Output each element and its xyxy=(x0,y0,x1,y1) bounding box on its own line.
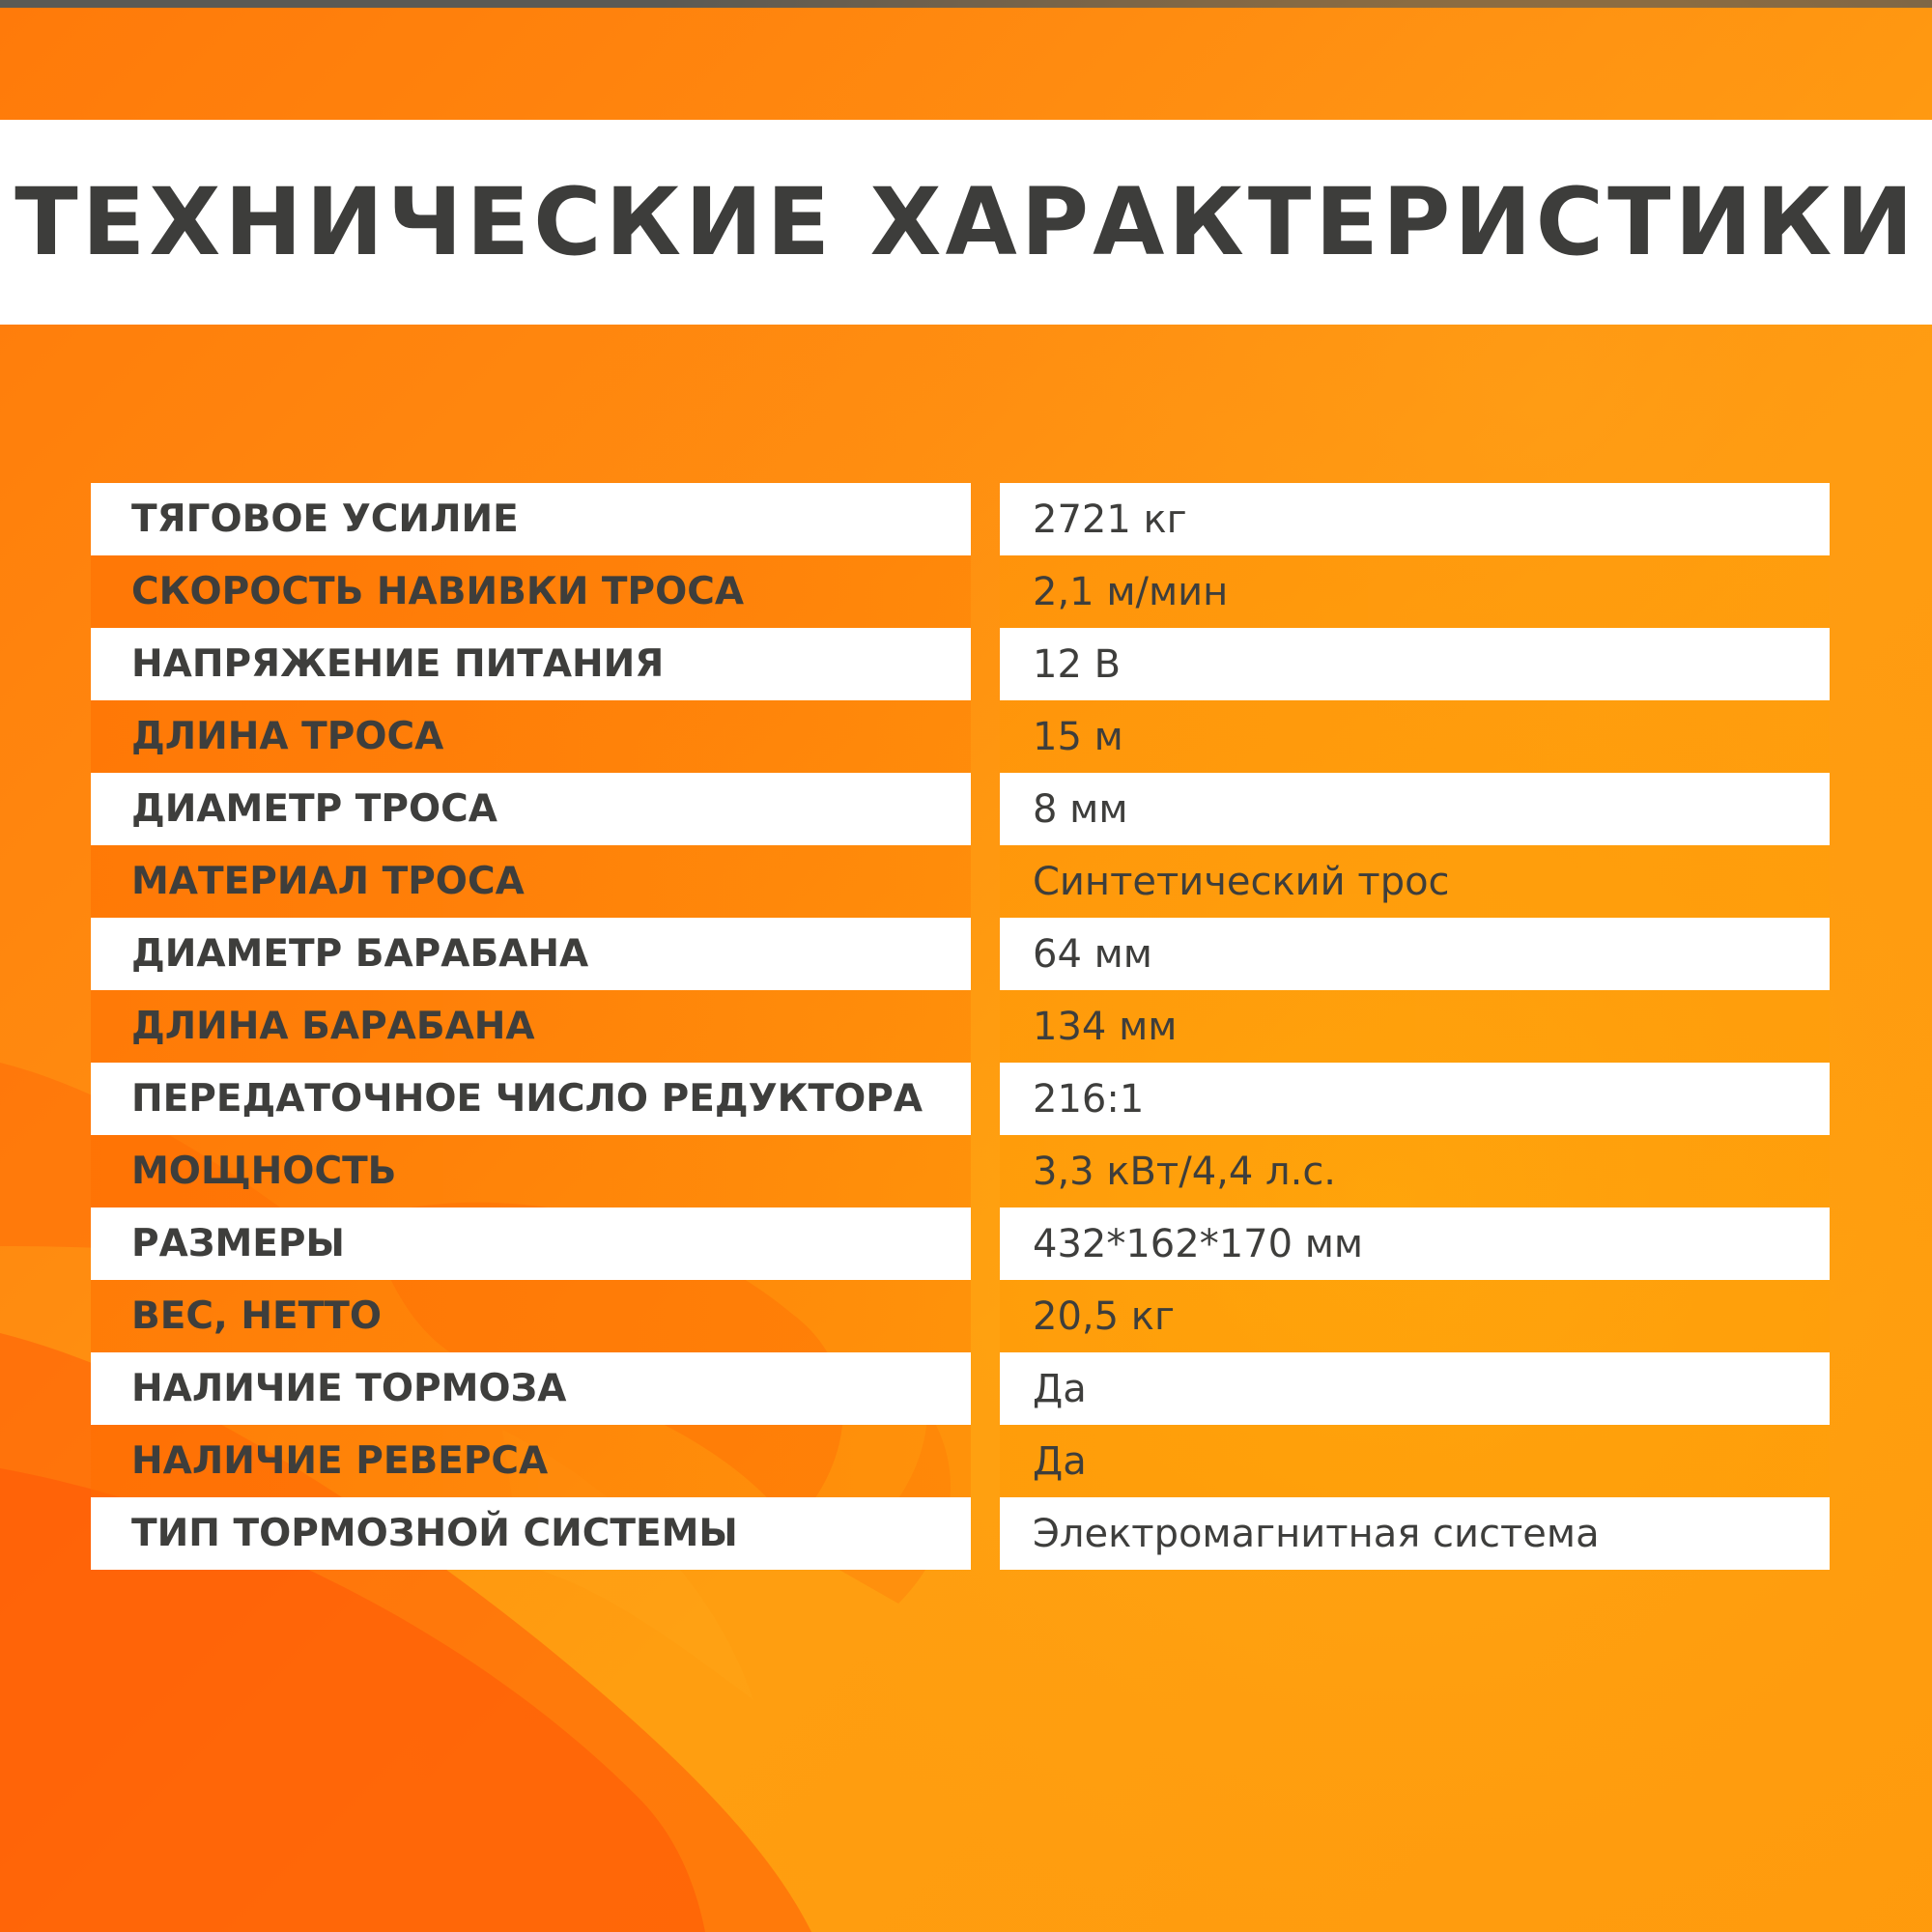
spec-label: НАЛИЧИЕ ТОРМОЗА xyxy=(91,1352,971,1425)
spec-value: 2,1 м/мин xyxy=(1000,555,1830,628)
spec-value: Электромагнитная система xyxy=(1000,1497,1830,1570)
spec-row xyxy=(91,483,1830,555)
spec-value: 64 мм xyxy=(1000,918,1830,990)
spec-label: МАТЕРИАЛ ТРОСА xyxy=(91,845,971,918)
spec-row xyxy=(91,1280,1830,1352)
spec-label: ТИП ТОРМОЗНОЙ СИСТЕМЫ xyxy=(91,1497,971,1570)
spec-row xyxy=(91,918,1830,990)
spec-row xyxy=(91,773,1830,845)
spec-row xyxy=(91,1063,1830,1135)
spec-value: Синтетический трос xyxy=(1000,845,1830,918)
spec-value: 216:1 xyxy=(1000,1063,1830,1135)
spec-row xyxy=(91,555,1830,628)
page-title: ТЕХНИЧЕСКИЕ ХАРАКТЕРИСТИКИ xyxy=(14,168,1918,276)
spec-label: ДИАМЕТР ТРОСА xyxy=(91,773,971,845)
spec-row xyxy=(91,628,1830,700)
spec-label: ПЕРЕДАТОЧНОЕ ЧИСЛО РЕДУКТОРА xyxy=(91,1063,971,1135)
spec-row xyxy=(91,1208,1830,1280)
spec-value: 12 В xyxy=(1000,628,1830,700)
spec-row xyxy=(91,990,1830,1063)
spec-value: Да xyxy=(1000,1425,1830,1497)
spec-label: МОЩНОСТЬ xyxy=(91,1135,971,1208)
spec-value: Да xyxy=(1000,1352,1830,1425)
spec-label: РАЗМЕРЫ xyxy=(91,1208,971,1280)
spec-value: 8 мм xyxy=(1000,773,1830,845)
spec-row xyxy=(91,1425,1830,1497)
spec-label: ДИАМЕТР БАРАБАНА xyxy=(91,918,971,990)
spec-label: НАЛИЧИЕ РЕВЕРСА xyxy=(91,1425,971,1497)
spec-value: 432*162*170 мм xyxy=(1000,1208,1830,1280)
spec-row xyxy=(91,700,1830,773)
spec-value: 3,3 кВт/4,4 л.с. xyxy=(1000,1135,1830,1208)
spec-label: ДЛИНА БАРАБАНА xyxy=(91,990,971,1063)
spec-value: 134 мм xyxy=(1000,990,1830,1063)
spec-label: НАПРЯЖЕНИЕ ПИТАНИЯ xyxy=(91,628,971,700)
spec-label: СКОРОСТЬ НАВИВКИ ТРОСА xyxy=(91,555,971,628)
spec-label: ВЕС, НЕТТО xyxy=(91,1280,971,1352)
spec-value: 20,5 кг xyxy=(1000,1280,1830,1352)
spec-value: 2721 кг xyxy=(1000,483,1830,555)
spec-row xyxy=(91,1497,1830,1570)
spec-row xyxy=(91,1135,1830,1208)
spec-label: ТЯГОВОЕ УСИЛИЕ xyxy=(91,483,971,555)
spec-value: 15 м xyxy=(1000,700,1830,773)
header-band xyxy=(0,120,1932,325)
spec-row xyxy=(91,1352,1830,1425)
spec-label: ДЛИНА ТРОСА xyxy=(91,700,971,773)
spec-row xyxy=(91,845,1830,918)
spec-table xyxy=(91,483,1830,1570)
